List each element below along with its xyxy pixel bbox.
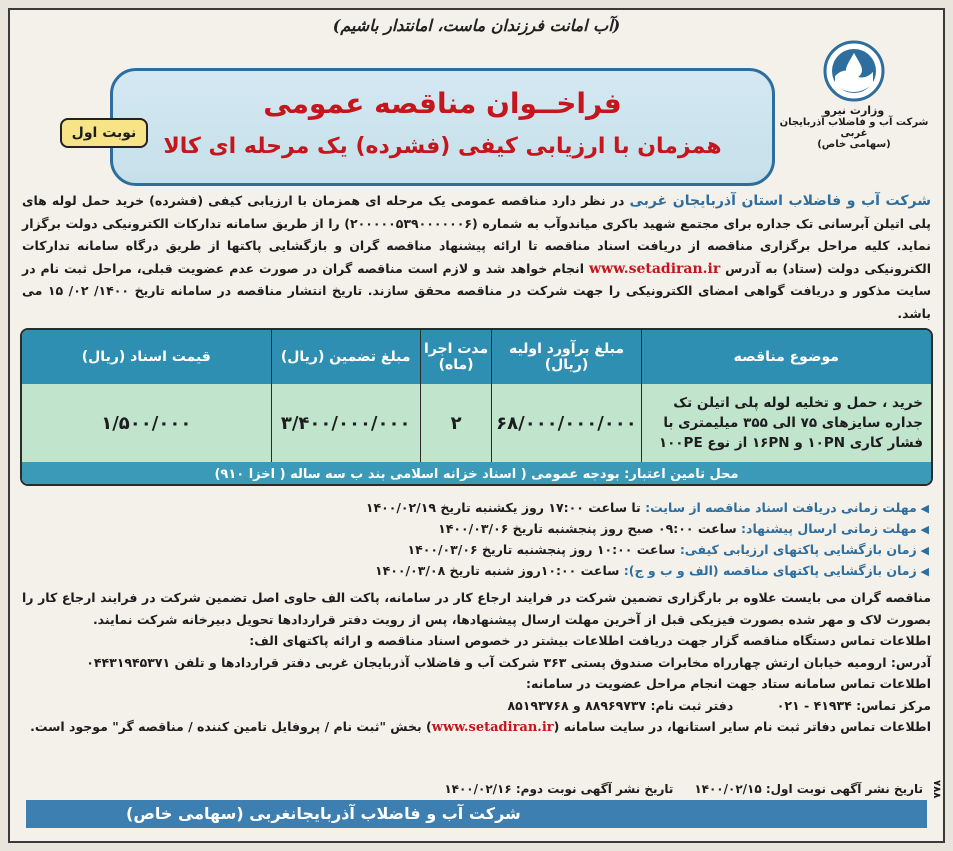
company-logo [779,40,929,150]
deadline-value: تا ساعت ۱۷:۰۰ روز یکشنبه تاریخ ۱۴۰۰/۰۲/۱۹ [365,500,646,515]
page-subtitle: همزمان با ارزیابی کیفی (فشرده) یک مرحله ای کالا [163,134,722,159]
pub-date-second: تاریخ نشر آگهی نوبت دوم: ۱۴۰۰/۰۲/۱۶ [444,782,674,796]
deadline-label: زمان بازگشایی پاکتهای ارزیابی کیفی: [679,542,917,557]
triangle-bullet-icon: ◀ [916,544,929,557]
provinces-info [22,716,931,739]
intro-text-2: انجام خواهد شد و لازم است مناقصه گران در صورت عدم عضویت قبلی، مراحل ثبت نام در سایت مذکور و دریافت گواهی امضای الکترونیکی را جهت شرکت در مناقصه محقق سازند. تاریخ انتشار مناقصه در سامانه تاریخ ۱۴۰۰/ ۰۲/ ۱۵ می باشد. [22,260,931,321]
footer-company: شرکت آب و فاضلاب آذربایجانغربی (سهامی خاص) [26,800,927,828]
triangle-bullet-icon: ◀ [916,565,929,578]
cell-estimate: ۶۸/۰۰۰/۰۰۰/۰۰۰ [491,384,640,462]
deadline-label: مهلت زمانی ارسال پیشنهاد: [741,521,917,536]
provinces-text-2: ) بخش "ثبت نام / پروفایل تامین کننده / مناقصه گر" موجود است. [30,719,432,734]
intro-company: شرکت آب و فاضلاب استان آذربایجان غربی [629,193,931,209]
deadline-label: مهلت زمانی دریافت اسناد مناقصه از سایت: [645,500,917,515]
logo-ministry: وزارت نیرو [823,104,885,117]
intro-text-1: در نظر دارد مناقصه عمومی یک مرحله ای همزمان با ارزیابی کیفی (فشرده) خرید حمل لوله های پلی اتیلن آبرسانی تک جداره برای مجتمع شهید باکری میاندوآب به شماره (۲۰۰۰۰۰۵۳۹۰۰۰۰۰۰۶) را از طریق سامانه تدارکات الکترونیکی دولت برگزار نماید. کلیه مراحل برگزاری مناقصه از دریافت اسناد مناقصه تا ارائه پیشنهاد مناقصه گران و بازگشایی پاکتها از طریق درگاه سامانه تدارکات الکترونیکی دولت (ستاد) به آدرس [22,193,931,276]
cell-docs-price: ۱/۵۰۰/۰۰۰ [101,412,192,434]
triangle-bullet-icon: ◀ [916,502,929,515]
tender-notice-page [8,8,945,843]
header-estimate: مبلغ برآورد اولیه (ریال) [491,330,640,384]
pub-date-first: تاریخ نشر آگهی نوبت اول: ۱۴۰۰/۰۲/۱۵ [694,782,923,796]
side-code: ۷۸۸ [931,780,942,799]
deadline-label: زمان بازگشایی پاکتهای مناقصه (الف و ب و ج): [623,563,917,578]
setadiran-link[interactable]: www.setadiran.ir [588,260,721,277]
cell-subject: خرید ، حمل و تخلیه لوله پلی اتیلن تک جداره سایزهای ۷۵ الی ۳۵۵ میلیمتری با فشار کاری ۱۰PN و ۱۶PN از نوع ۱۰۰PE [641,384,931,462]
setadiran-link-2[interactable]: www.setadiran.ir [431,720,554,735]
details-section [22,587,931,739]
header-docs-price: قیمت اسناد (ریال) [81,349,211,365]
deadline-value: ساعت ۱۰:۰۰روز شنبه تاریخ ۱۴۰۰/۰۳/۰۸ [375,563,624,578]
deadlines-list [22,498,929,582]
setad-phones [22,695,931,717]
round-badge: نوبت اول [60,118,148,148]
intro-paragraph [22,190,931,325]
deadline-item [22,498,929,519]
tender-table [20,328,933,486]
header-subject: موضوع مناقصه [641,330,931,384]
header-duration: مدت اجرا (ماه) [420,330,492,384]
table-header-row [22,330,931,384]
logo-company-type: (سهامی خاص) [817,139,891,150]
title-box [110,68,775,186]
publication-dates [444,782,923,796]
funding-source: محل تامین اعتبار: بودجه عمومی ( اسناد خزانه اسلامی بند ب سه ساله ( اخزا ۹۱۰) [22,462,931,486]
contact-heading: اطلاعات تماس دستگاه مناقصه گزار جهت دریافت اطلاعات بیشتر در خصوص اسناد مناقصه و ارائه پاکتهای الف: [249,633,931,648]
deadline-item [22,519,929,540]
deadline-item [22,561,929,582]
call-center: مرکز تماس: ۴۱۹۳۴ - ۰۲۱ [776,697,931,713]
provinces-text-1: اطلاعات تماس دفاتر ثبت نام سایر استانها، در سایت سامانه ( [553,719,931,734]
setad-contact-heading: اطلاعات تماس سامانه ستاد جهت انجام مراحل عضویت در سامانه: [526,676,931,691]
registration-office: دفتر ثبت نام: ۸۸۹۶۹۷۳۷ و ۸۵۱۹۳۷۶۸ [507,697,734,713]
motto: (آب امانت فرزندان ماست، امانتدار باشیم) [332,16,621,35]
page-title: فراخــوان مناقصه عمومی [263,87,622,120]
header-guarantee: مبلغ تضمین (ریال) [271,330,420,384]
deadline-value: ساعت ۰۹:۰۰ صبح روز پنجشنبه تاریخ ۱۴۰۰/۰۳/۰۶ [438,521,742,536]
address-line: آدرس: ارومیه خیابان ارتش چهارراه مخابرات صندوق پستی ۳۶۳ شرکت آب و فاضلاب آذربایجان غربی دفتر قراردادها و تلفن ۰۴۴۳۱۹۴۵۳۷۱ [86,654,931,670]
deadline-value: ساعت ۱۰:۰۰ روز پنجشنبه تاریخ ۱۴۰۰/۰۳/۰۶ [407,542,680,557]
table-row [22,384,931,462]
deadline-item [22,540,929,561]
cell-guarantee: ۳/۴۰۰/۰۰۰/۰۰۰ [271,384,420,462]
water-drop-icon [823,40,885,102]
triangle-bullet-icon: ◀ [916,523,929,536]
logo-company: شرکت آب و فاضلاب آذربایجان غربی [779,117,929,139]
guarantee-paragraph: مناقصه گران می بایست علاوه بر بارگزاری تضمین شرکت در فرایند ارجاع کار در سامانه، پاکت الف حاوی اصل تضمین شرکت در فرایند ارجاع کار را بصورت لاک و مهر شده بصورت فیزیکی قبل از آخرین مهلت ارسال پیشنهادها، پس از رویت دفتر قراردادها تحویل دبیرخانه شرکت نمایند. [22,590,931,627]
cell-duration: ۲ [420,384,492,462]
